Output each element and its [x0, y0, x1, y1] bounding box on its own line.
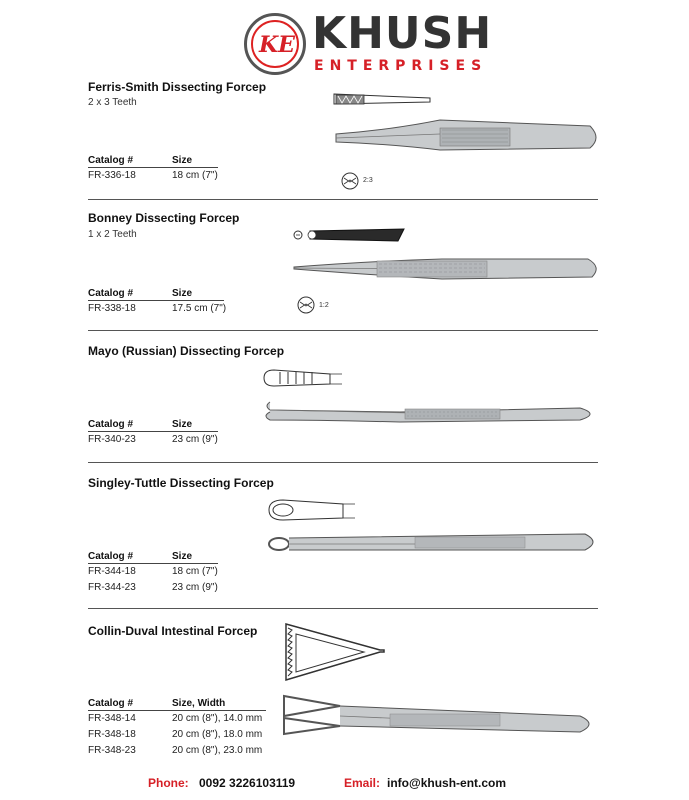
size-cell: 20 cm (8"), 14.0 mm — [172, 713, 263, 724]
mayo-forcep-image — [260, 362, 605, 432]
section-divider — [88, 330, 598, 331]
size-header: Size — [172, 155, 193, 166]
size-cell: 17.5 cm (7") — [172, 303, 227, 314]
header-underline — [88, 167, 218, 168]
catalog-header: Catalog # — [88, 419, 134, 430]
catalog-cell: FR-336-18 — [88, 170, 136, 181]
catalog-header: Catalog # — [88, 551, 134, 562]
size-header: Size — [172, 288, 193, 299]
size-cell: 18 cm (7") — [172, 566, 218, 577]
ferris-smith-forcep-image — [330, 90, 600, 190]
size-cell: 23 cm (9") — [172, 434, 218, 445]
email-label: Email: — [344, 776, 381, 790]
product-teeth: 1 x 2 Teeth — [88, 229, 137, 240]
product-title: Singley-Tuttle Dissecting Forcep — [88, 476, 274, 490]
singley-tuttle-forcep-image — [265, 494, 605, 564]
brand-subtitle: ENTERPRISES — [314, 58, 488, 74]
size-header: Size, Width — [172, 698, 226, 709]
bonney-forcep-image — [292, 225, 602, 320]
teeth-ratio: 1:2 — [319, 302, 329, 309]
catalog-header: Catalog # — [88, 288, 134, 299]
logo-ring — [251, 20, 299, 68]
product-title: Mayo (Russian) Dissecting Forcep — [88, 344, 285, 358]
phone-number[interactable]: 0092 3226103119 — [199, 776, 296, 790]
brand-name: KHUSH — [312, 8, 493, 59]
catalog-cell: FR-344-23 — [88, 582, 136, 593]
section-divider — [88, 462, 598, 463]
phone-label: Phone: — [148, 776, 189, 790]
size-header: Size — [172, 419, 193, 430]
header-underline — [88, 710, 266, 711]
section-divider — [88, 608, 598, 609]
size-cell: 23 cm (9") — [172, 582, 218, 593]
size-cell: 20 cm (8"), 23.0 mm — [172, 745, 263, 756]
header-underline — [88, 563, 218, 564]
teeth-ratio: 2:3 — [363, 177, 373, 184]
size-header: Size — [172, 551, 193, 562]
catalog-header: Catalog # — [88, 155, 134, 166]
catalog-cell: FR-348-23 — [88, 745, 136, 756]
product-title: Collin-Duval Intestinal Forcep — [88, 624, 258, 638]
product-title: Ferris-Smith Dissecting Forcep — [88, 80, 267, 94]
logo-emblem — [244, 13, 306, 75]
size-cell: 20 cm (8"), 18.0 mm — [172, 729, 263, 740]
catalog-header: Catalog # — [88, 698, 134, 709]
catalog-cell: FR-348-14 — [88, 713, 136, 724]
header-underline — [88, 431, 218, 432]
collin-duval-forcep-image — [280, 620, 605, 745]
product-teeth: 2 x 3 Teeth — [88, 97, 137, 108]
product-title: Bonney Dissecting Forcep — [88, 211, 240, 225]
section-divider — [88, 199, 598, 200]
size-cell: 18 cm (7") — [172, 170, 218, 181]
catalog-cell: FR-344-18 — [88, 566, 136, 577]
catalog-cell: FR-340-23 — [88, 434, 136, 445]
email-link[interactable]: info@khush-ent.com — [387, 776, 507, 790]
header-underline — [88, 300, 224, 301]
catalog-cell: FR-338-18 — [88, 303, 136, 314]
catalog-cell: FR-348-18 — [88, 729, 136, 740]
logo-monogram: KE — [259, 32, 295, 58]
